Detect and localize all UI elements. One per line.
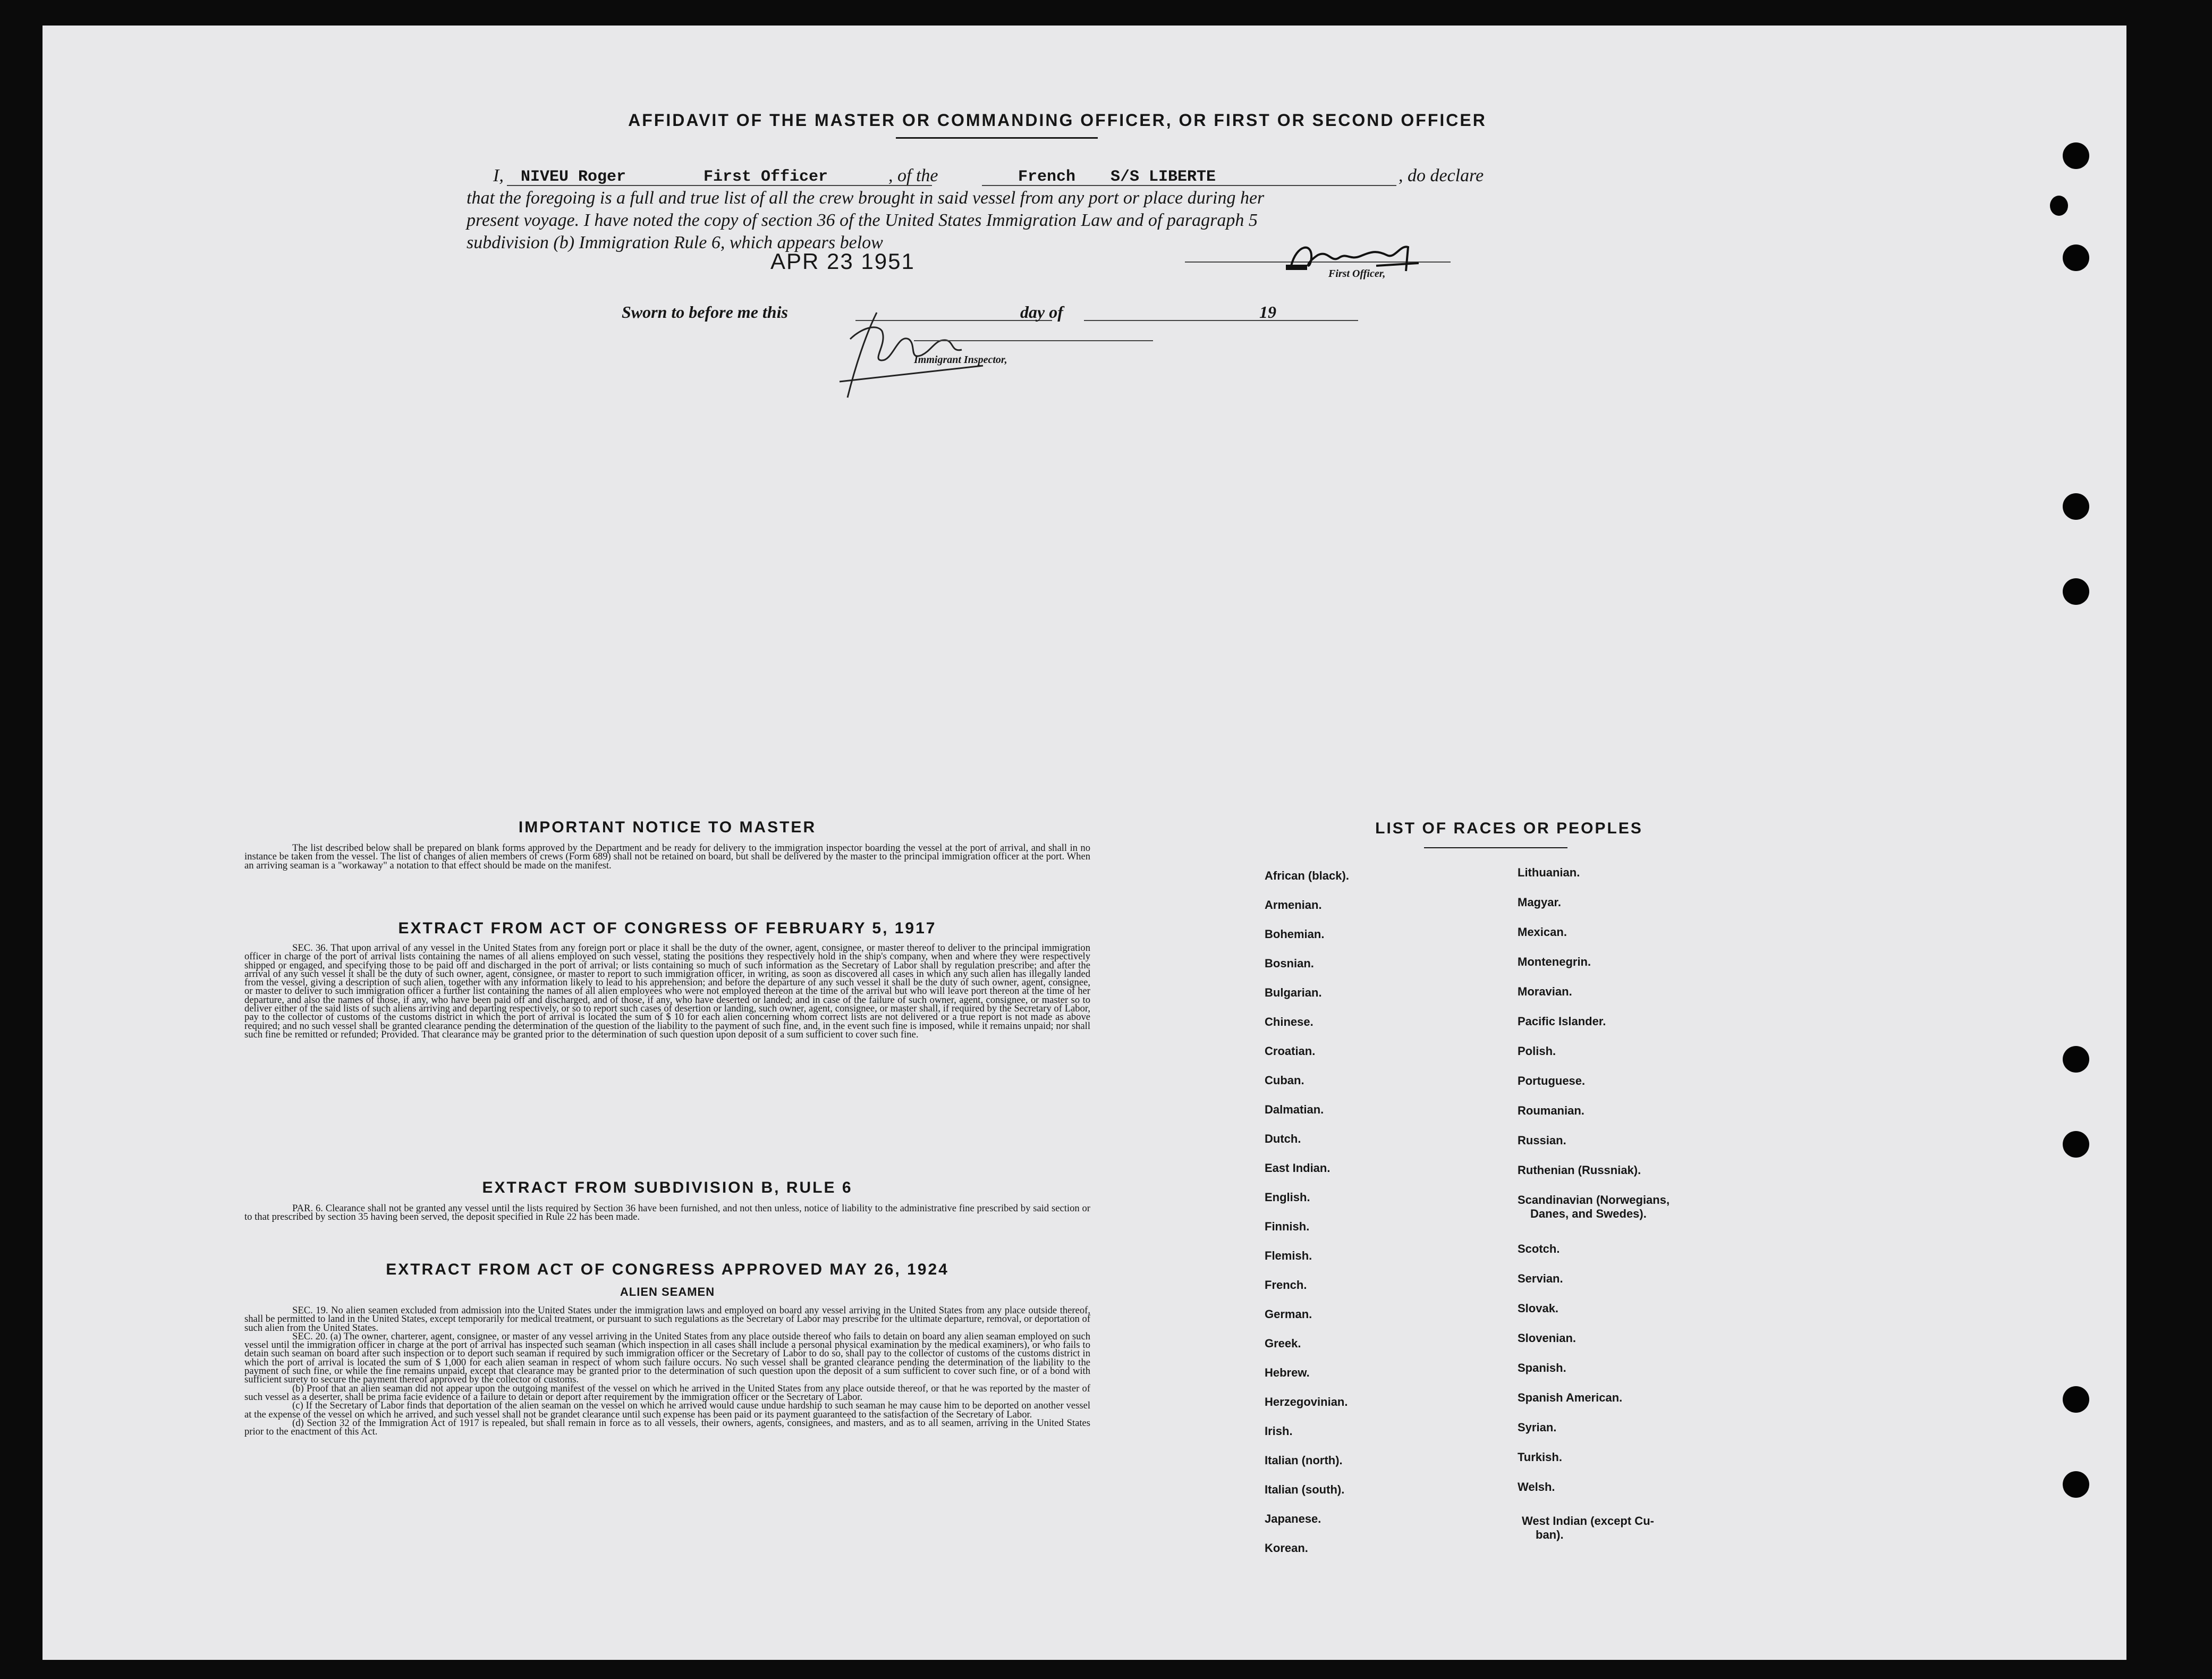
document-page bbox=[43, 26, 2126, 1660]
race-item: Ruthenian (Russniak). bbox=[1518, 1163, 1641, 1177]
race-item: Bohemian. bbox=[1265, 927, 1325, 941]
race-item: Chinese. bbox=[1265, 1015, 1313, 1028]
sworn-text: Sworn to before me this bbox=[622, 302, 788, 322]
punch-hole bbox=[2063, 142, 2089, 169]
punch-hole bbox=[2063, 578, 2089, 605]
vessel-nationality: French bbox=[1018, 168, 1076, 186]
of-the-text: , of the bbox=[888, 166, 938, 185]
race-item: Greek. bbox=[1265, 1337, 1301, 1350]
affidavit-line-3: present voyage. I have noted the copy of section 36 of the United States Immigration Law and of paragraph 5 bbox=[467, 210, 1258, 230]
race-item: Scandinavian (Norwegians, bbox=[1518, 1193, 1670, 1206]
race-item: Roumanian. bbox=[1518, 1104, 1584, 1117]
race-item: East Indian. bbox=[1265, 1161, 1330, 1175]
race-item: Danes, and Swedes). bbox=[1530, 1207, 1647, 1220]
race-item: Pacific Islander. bbox=[1518, 1015, 1606, 1028]
day-of-text: day of bbox=[1020, 302, 1063, 322]
act-1924-title: EXTRACT FROM ACT OF CONGRESS APPROVED MAY 26, 1924 bbox=[386, 1261, 949, 1278]
race-item: Portuguese. bbox=[1518, 1074, 1586, 1087]
notice-title: IMPORTANT NOTICE TO MASTER bbox=[518, 819, 817, 836]
sec-20d-paragraph: (d) Section 32 of the Immigration Act of 1917 is repealed, but shall remain in force as to all vessels, their owners, agents, consignees, and masters, and as to all seamen, arriving in the United States prior to the enactment of this Act. bbox=[244, 1417, 1090, 1438]
race-item: Irish. bbox=[1265, 1424, 1293, 1438]
act-1917-title: EXTRACT FROM ACT OF CONGRESS OF FEBRUARY 5, 1917 bbox=[398, 919, 937, 937]
race-item: Syrian. bbox=[1518, 1421, 1557, 1434]
act-1924-body bbox=[244, 1306, 1090, 1436]
affidavit-line-2: that the foregoing is a full and true list of all the crew brought in said vessel from any port or place during her bbox=[467, 188, 1265, 208]
race-item: French. bbox=[1265, 1278, 1307, 1292]
year-prefix: 19 bbox=[1259, 302, 1276, 322]
punch-hole bbox=[2063, 1471, 2089, 1498]
declarant-name: NIVEU Roger bbox=[521, 168, 626, 186]
punch-hole bbox=[2063, 244, 2089, 271]
race-item: Mexican. bbox=[1518, 925, 1567, 939]
sec-36-paragraph: SEC. 36. That upon arrival of any vessel in the United States from any foreign port or place it shall be the duty of the owner, agent, consignee, or master thereof to deliver to the principal immigration officer in charge of the port of arrival lists containing the names of all aliens employed on such vessel, stating the positions they respectively hold in the ship's company, when and where they were respectively shipped or engaged, and specifying those to be paid off and discharged in the port of arrival; or lists containing so much of such information as the Secretary of Labor shall by regulation prescribe; and after the arrival of any such vessel it shall be the duty of such owner, agent, consignee, or master to report to such immigration officer, in writing, as soon as discovered all cases in which any such alien has illegally landed from the vessel, giving a description of such alien, together with any information likely to lead to his apprehension; and before the departure of any such vessel it shall be the duty of such owner, agent, consignee, or master to deliver to such immigration officer a further list containing the names of all alien employees who were not employed thereon at the time of the arrival but who will leave port thereon at the time of her departure, and also the names of those, if any, who have been paid off and discharged, and of those, if any, who have deserted or landed; and in case of the failure of such owner, agent, consignee, or master so to deliver either of the said lists of such aliens arriving and departing respectively, or so to report such cases of desertion or landing, such owner, agent, consignee, or master shall, if required by the Secretary of Labor, pay to the collector of customs of the customs district in which the port of arrival is located the sum of $ 10 for each alien concerning whom correct lists are not delivered or a true report is not made as above required; and no such vessel shall be granted clearance pending the determination of the question of the liability to the payment of such fine, and, in the event such fine is imposed, while it remains unpaid; nor shall such fine be remitted or refunded; Provided. That clearance may be granted prior to the determination of such question upon deposit of a sum sufficient to cover such fine. bbox=[244, 942, 1090, 1040]
sec-20b-paragraph: (b) Proof that an alien seaman did not appear upon the outgoing manifest of the vessel on which he arrived in the United States from any place outside thereof, or that he was reported by the master of such vessel as a deserter, shall be prima facie evidence of a failure to detain or deport after requirement by the immigration officer or the Secretary of Labor. bbox=[244, 1382, 1090, 1403]
race-item: Armenian. bbox=[1265, 898, 1322, 912]
vessel-name: S/S LIBERTE bbox=[1111, 168, 1216, 186]
race-item: Montenegrin. bbox=[1518, 955, 1591, 968]
sec-20a-paragraph: SEC. 20. (a) The owner, charterer, agent, consignee, or master of any vessel arriving in the United States from any place outside thereof who fails to detain on board any alien seaman employed on such vessel until the immigration officer in charge at the port of arrival has inspected such seaman (which inspection in all cases shall include a personal physical examination by the medical examiners), or who fails to detain such seaman on board after such inspection or to deport such seaman if required by such immigration officer or the Secretary of Labor to do so, shall pay to the collector of customs of the customs district in which the port of arrival is located the sum of $ 1,000 for each alien seaman in respect of whom such failure occurs. No such vessel shall be granted clearance pending the determination of the liability to the payment of such fine, or while the fine remains unpaid, except that clearance may be granted prior to the determination of such question upon the deposit of a sum sufficient to cover such fine, or of a bond with sufficient surety to secure the payment thereof approved by the collector of customs. bbox=[244, 1330, 1090, 1386]
race-item: Slovenian. bbox=[1518, 1331, 1577, 1345]
notice-body bbox=[244, 844, 1090, 870]
date-stamp: APR 23 1951 bbox=[770, 249, 915, 274]
race-item: Italian (north). bbox=[1265, 1454, 1343, 1467]
race-item: Turkish. bbox=[1518, 1450, 1562, 1464]
act-1917-body bbox=[244, 944, 1090, 1039]
races-title: LIST OF RACES OR PEOPLES bbox=[1375, 820, 1643, 837]
race-item: West Indian (except Cu- bbox=[1522, 1514, 1654, 1528]
punch-hole bbox=[2063, 1046, 2089, 1073]
race-item: Dalmatian. bbox=[1265, 1103, 1324, 1116]
race-item: Slovak. bbox=[1518, 1302, 1559, 1315]
races-title-underline bbox=[1424, 847, 1567, 848]
punch-hole bbox=[2063, 493, 2089, 520]
race-item: Spanish American. bbox=[1518, 1391, 1623, 1404]
race-item: Russian. bbox=[1518, 1134, 1566, 1147]
race-item: Scotch. bbox=[1518, 1242, 1560, 1255]
rule-6-title: EXTRACT FROM SUBDIVISION B, RULE 6 bbox=[482, 1179, 853, 1196]
punch-hole bbox=[2050, 196, 2068, 216]
race-item: Magyar. bbox=[1518, 896, 1561, 909]
race-item: Flemish. bbox=[1265, 1249, 1312, 1262]
race-item: Polish. bbox=[1518, 1044, 1556, 1058]
race-item: ban). bbox=[1536, 1528, 1564, 1541]
do-declare-text: , do declare bbox=[1399, 166, 1484, 185]
title-underline bbox=[896, 137, 1098, 139]
race-item: Japanese. bbox=[1265, 1512, 1321, 1525]
par-6-paragraph: PAR. 6. Clearance shall not be granted any vessel until the lists required by Section 36 have been furnished, and not then unless, notice of liability to the administrative fine prescribed by said section or to that prescribed by section 35 having been served, the deposit specified in Rule 22 has been made. bbox=[244, 1203, 1090, 1223]
race-item: Bosnian. bbox=[1265, 957, 1314, 970]
race-item: Korean. bbox=[1265, 1541, 1308, 1555]
race-item: African (black). bbox=[1265, 869, 1349, 882]
race-item: Dutch. bbox=[1265, 1132, 1301, 1145]
race-item: Moravian. bbox=[1518, 985, 1572, 998]
race-item: Hebrew. bbox=[1265, 1366, 1310, 1379]
race-item: Croatian. bbox=[1265, 1044, 1316, 1058]
affidavit-title: AFFIDAVIT OF THE MASTER OR COMMANDING OFFICER, OR FIRST OR SECOND OFFICER bbox=[628, 111, 1487, 130]
race-item: Italian (south). bbox=[1265, 1483, 1345, 1496]
race-item: Herzegovinian. bbox=[1265, 1395, 1348, 1408]
race-item: Spanish. bbox=[1518, 1361, 1566, 1374]
notice-paragraph: The list described below shall be prepared on blank forms approved by the Department and be ready for delivery to the immigration inspector boarding the vessel at the port of arrival, and shall in no instance be taken from the vessel. The list of changes of alien members of crews (Form 689) shall not be retained on board, but shall be delivered by the master to the principal immigration officer at the port. When an arriving seaman is a "workaway" a notation to that effect should be made on the manifest. bbox=[244, 842, 1090, 871]
race-item: Welsh. bbox=[1518, 1480, 1555, 1494]
declarant-rank: First Officer bbox=[704, 168, 828, 186]
race-item: Lithuanian. bbox=[1518, 866, 1580, 879]
declarant-prefix: I, bbox=[493, 166, 504, 185]
sec-19-paragraph: SEC. 19. No alien seamen excluded from admission into the United States under the immigration laws and employed on board any vessel arriving in the United States from any place outside thereof, shall be permitted to land in the United States, except temporarily for medical treatment, or pursuant to such regulations as the Secretary of Labor may prescribe for the ultimate departure, removal, or deportation of such alien from the United States. bbox=[244, 1305, 1090, 1334]
race-item: Bulgarian. bbox=[1265, 986, 1322, 999]
punch-hole bbox=[2063, 1386, 2089, 1413]
sec-20c-paragraph: (c) If the Secretary of Labor finds that deportation of the alien seaman on the vessel on which he arrived would cause undue hardship to such seaman he may cause him to be deported on another vessel at the expense of the vessel on which he arrived, and such vessel shall not be grandet clearance until such expense has been paid or its payment guaranteed to the satisfaction of the Secretary of Labor. bbox=[244, 1400, 1090, 1420]
race-item: Cuban. bbox=[1265, 1074, 1304, 1087]
alien-seamen-subtitle: ALIEN SEAMEN bbox=[620, 1285, 715, 1298]
affidavit-line-4: subdivision (b) Immigration Rule 6, which appears below bbox=[467, 233, 883, 252]
punch-hole bbox=[2063, 1131, 2089, 1158]
inspector-signature-line bbox=[914, 340, 1153, 341]
officer-caption: First Officer, bbox=[1328, 268, 1386, 280]
year-blank-line bbox=[1284, 320, 1358, 321]
race-item: Finnish. bbox=[1265, 1220, 1310, 1233]
race-item: German. bbox=[1265, 1307, 1312, 1321]
rule-6-body bbox=[244, 1204, 1090, 1222]
race-item: English. bbox=[1265, 1191, 1310, 1204]
inspector-caption: Immigrant Inspector, bbox=[914, 354, 1007, 366]
race-item: Servian. bbox=[1518, 1272, 1563, 1285]
